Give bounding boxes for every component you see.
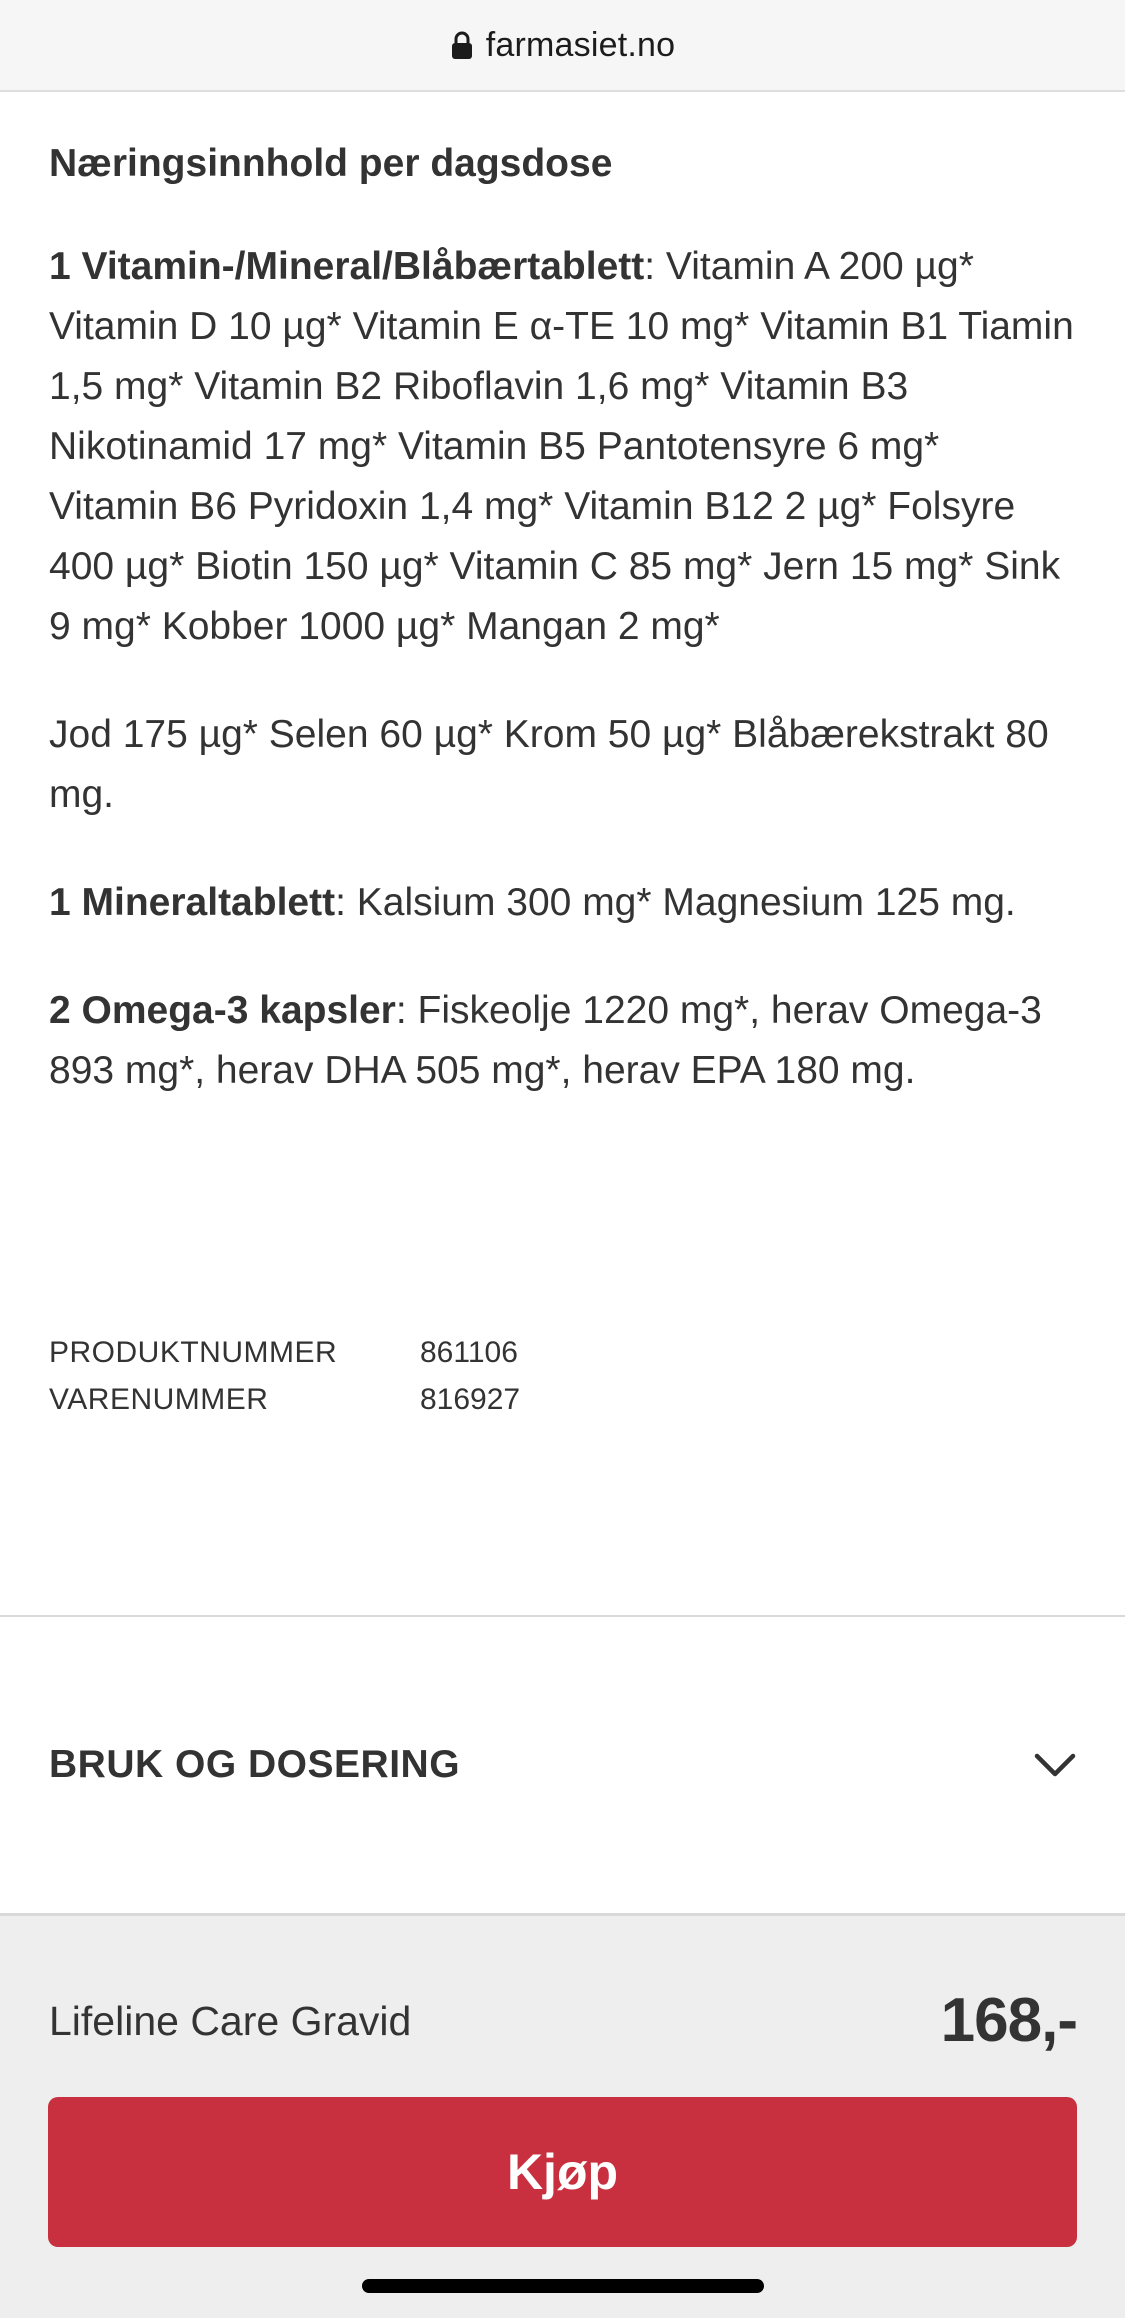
omega-capsules-paragraph [49,981,1079,1101]
product-number-value: 861106 [420,1335,518,1369]
mineral-tablet-paragraph [49,873,1079,933]
usage-dosage-accordion[interactable] [0,1617,1125,1913]
vitamin-tablet-paragraph [49,237,1079,657]
mineral-tablet-text: : Kalsium 300 mg* Magnesium 125 mg. [335,880,1016,924]
item-number-label: VARENUMMER [49,1382,269,1416]
product-number-row [49,1329,520,1376]
nutrition-heading: Næringsinnhold per dagsdose [49,142,613,185]
lock-icon [450,30,474,60]
address-bar[interactable] [0,0,1125,92]
item-number-row [49,1376,520,1423]
nutrition-section [49,140,1079,1101]
url-text: farmasiet.no [485,25,676,64]
product-name: Lifeline Care Gravid [49,1998,412,2044]
product-number-label: PRODUKTNUMMER [49,1335,338,1369]
buy-button[interactable]: Kjøp [48,2097,1077,2247]
vitamin-tablet-text: : Vitamin A 200 µg* Vitamin D 10 µg* Vitamin E α-TE 10 mg* Vitamin B1 Tiamin 1,5 mg* Vitamin B2 Riboflavin 1,6 mg* Vitamin B3 Nikotinamid 17 mg* Vitamin B5 Pantotensyre 6 mg* Vitamin B6 Pyridoxin 1,4 mg* Vitamin B12 2 µg* Folsyre 400 µg* Biotin 150 µg* Vitamin C 85 mg* Jern 15 mg* Sink 9 mg* Kobber 1000 µg* Mangan 2 mg* [49,244,1074,648]
accordion-title: BRUK OG DOSERING [49,1743,461,1786]
product-identifiers [49,1329,520,1423]
mineral-tablet-label: 1 Mineraltablett [49,880,336,924]
vitamin-tablet-label: 1 Vitamin-/Mineral/Blåbærtablett [49,244,645,288]
chevron-down-icon[interactable] [1034,1752,1076,1778]
home-indicator[interactable] [362,2279,764,2293]
product-price: 168,- [940,1986,1077,2055]
omega-capsules-label: 2 Omega-3 kapsler [49,988,396,1032]
extra-nutrients-paragraph: Jod 175 µg* Selen 60 µg* Krom 50 µg* Blåbærekstrakt 80 mg. [49,712,1049,816]
url-display[interactable] [450,26,675,65]
item-number-value: 816927 [420,1382,521,1416]
omega-capsules-text: : Fiskeolje 1220 mg*, herav Omega-3 893 mg*, herav DHA 505 mg*, herav EPA 180 mg. [49,988,1042,1092]
